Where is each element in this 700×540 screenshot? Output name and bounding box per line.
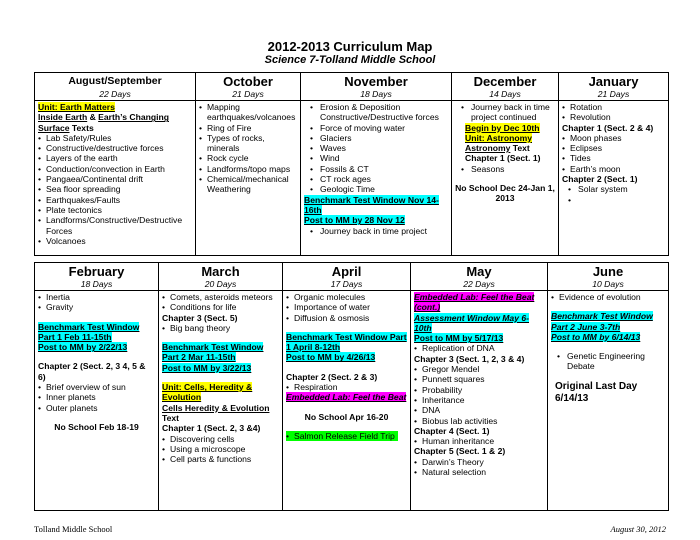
cell-november xyxy=(301,101,452,256)
list-item: • CT rock ages xyxy=(304,174,448,184)
list-item: • Eclipses xyxy=(562,143,665,153)
cell-december xyxy=(452,101,559,256)
post-deadline: Post to MM by 2/22/13 xyxy=(38,342,128,353)
month-header-november: November 18 Days xyxy=(301,73,452,101)
chapter-label: Chapter 2 (Sect. 2 & 3) xyxy=(286,371,378,382)
list-item: • Erosion & Deposition Constructive/Destructive forces xyxy=(304,102,448,123)
benchmark-window: Benchmark Test Window Nov 14-16th xyxy=(304,194,439,215)
topic-list xyxy=(562,102,665,123)
list-item: • Ring of Fire xyxy=(199,123,297,133)
topic-list xyxy=(455,164,555,174)
topic-list xyxy=(286,431,407,441)
list-item: • Rotation xyxy=(562,102,665,112)
list-item: • Inner planets xyxy=(38,392,155,402)
no-school-note: No School Feb 18-19 xyxy=(54,421,139,432)
list-item: • Geologic Time xyxy=(304,184,448,194)
unit-label: Unit: Earth Matters xyxy=(38,102,115,112)
topic-list xyxy=(162,323,279,333)
topic-list xyxy=(38,382,155,413)
topic-list xyxy=(286,292,407,323)
no-school-note: No School Dec 24-Jan 1, 2013 xyxy=(455,183,555,204)
list-item: • Probability xyxy=(414,385,544,395)
topic-list xyxy=(286,382,407,392)
topic-list xyxy=(414,364,544,426)
list-item: • Rock cycle xyxy=(199,153,297,163)
list-item: • Diffusion & osmosis xyxy=(286,313,407,323)
unit-label: Unit: Cells, Heredity & Evolution xyxy=(162,382,253,403)
list-item: • Outer planets xyxy=(38,403,155,413)
assessment-window: Assessment Window May 6-10th xyxy=(414,312,530,333)
list-item: • Types of rocks, minerals xyxy=(199,133,297,154)
month-header-march: March 20 Days xyxy=(159,263,283,291)
topic-list xyxy=(414,436,544,446)
list-item: • Human inheritance xyxy=(414,436,544,446)
topic-list xyxy=(562,133,665,174)
page-title: 2012-2013 Curriculum Map xyxy=(267,39,433,54)
list-item: • Earthquakes/Faults xyxy=(38,195,192,205)
texts-label: Inside Earth & Earth’s Changing Surface Texts xyxy=(38,112,169,133)
benchmark-window: Benchmark Test Window Part 1 April 8-12th xyxy=(286,331,407,353)
month-header-aug-sep: August/September 22 Days xyxy=(35,73,196,101)
list-item: • Genetic Engineering Debate xyxy=(551,351,665,372)
topic-list xyxy=(304,102,448,195)
chapter-label: Chapter 5 (Sect. 1 & 2) xyxy=(414,446,506,457)
chapter-label: Chapter 1 (Sect. 1) xyxy=(465,153,541,164)
list-item: • Tides xyxy=(562,153,665,163)
cell-october xyxy=(196,101,301,256)
texts-label: Cells Heredity & Evolution Text xyxy=(162,402,270,423)
embedded-lab: Embedded Lab: Feel the Beat (cont.) xyxy=(414,292,535,313)
list-item: • Fossils & CT xyxy=(304,164,448,174)
chapter-label: Chapter 4 (Sect. 1) xyxy=(414,425,490,436)
month-header-june: June 10 Days xyxy=(548,263,669,291)
topic-list xyxy=(414,457,544,478)
list-item: • Sea floor spreading xyxy=(38,184,192,194)
list-item: • Using a microscope xyxy=(162,444,279,454)
cell-february xyxy=(35,291,159,511)
list-item: • Landforms/Constructive/Destructive Forces xyxy=(38,215,192,236)
list-item: • Cell parts & functions xyxy=(162,454,279,464)
list-item: • Importance of water xyxy=(286,302,407,312)
list-item: • Revolution xyxy=(562,112,665,122)
list-item: • Volcanoes xyxy=(38,236,192,246)
topic-list xyxy=(304,226,448,236)
post-deadline: Post to MM by 3/22/13 xyxy=(162,362,252,373)
month-header-may: May 22 Days xyxy=(411,263,548,291)
post-deadline: Post to MM by 4/26/13 xyxy=(286,352,376,363)
chapter-label: Chapter 3 (Sect. 5) xyxy=(162,312,238,323)
page-subtitle: Science 7-Tolland Middle School xyxy=(264,54,436,66)
begin-date: Begin by Dec 10th xyxy=(465,122,540,133)
list-item: • Mapping earthquakes/volcanoes xyxy=(199,102,297,123)
list-item: • Constructive/destructive forces xyxy=(38,143,192,153)
list-item: • Gregor Mendel xyxy=(414,364,544,374)
list-item: • Conduction/convection in Earth xyxy=(38,164,192,174)
topic-list xyxy=(551,351,665,372)
month-header-february: February 18 Days xyxy=(35,263,159,291)
footer-school: Tolland Middle School xyxy=(34,524,113,534)
salmon-release-item: • Salmon Release Field Trip xyxy=(286,431,398,441)
month-header-october: October 21 Days xyxy=(196,73,301,101)
texts-label: Astronomy Text xyxy=(465,143,530,154)
list-item: • Inertia xyxy=(38,292,155,302)
cell-june xyxy=(548,291,669,511)
list-item: • Lab Safety/Rules xyxy=(38,133,192,143)
list-item: • Journey back in time project continued xyxy=(455,102,555,123)
list-item: • Inheritance xyxy=(414,395,544,405)
post-deadline: Post to MM by 28 Nov 12 xyxy=(304,215,405,226)
chapter-label: Chapter 1 (Sect. 2, 3 &4) xyxy=(162,423,261,434)
post-deadline: Post to MM by 6/14/13 xyxy=(551,331,641,342)
month-header-april: April 17 Days xyxy=(283,263,411,291)
chapter-label: Chapter 2 (Sect. 2, 3 4, 5 & 6) xyxy=(38,361,146,382)
list-item: • Darwin’s Theory xyxy=(414,457,544,467)
list-item: • Big bang theory xyxy=(162,323,279,333)
list-item: • Conditions for life xyxy=(162,302,279,312)
list-item: • Seasons xyxy=(455,164,555,174)
topic-list xyxy=(455,102,555,123)
curriculum-table-spring xyxy=(34,262,669,511)
topic-list xyxy=(199,102,297,195)
chapter-label: Chapter 3 (Sect. 1, 2, 3 & 4) xyxy=(414,353,525,364)
cell-april xyxy=(283,291,411,511)
list-item: • Brief overview of sun xyxy=(38,382,155,392)
list-item: • Organic molecules xyxy=(286,292,407,302)
no-school-note: No School Apr 16-20 xyxy=(304,411,389,422)
list-item: • Earth’s moon xyxy=(562,164,665,174)
cell-may xyxy=(411,291,548,511)
benchmark-window: Benchmark Test Window Part 2 Mar 11-15th xyxy=(162,342,264,363)
benchmark-window: Benchmark Test Window Part 1 Feb 11-15th xyxy=(38,321,140,342)
topic-list xyxy=(551,292,665,302)
chapter-label: Chapter 2 (Sect. 1) xyxy=(562,174,638,185)
list-item: • Waves xyxy=(304,143,448,153)
list-item: • Wind xyxy=(304,153,448,163)
topic-list xyxy=(562,184,665,194)
footer-date: August 30, 2012 xyxy=(610,524,666,534)
list-item: • Biobus lab activities xyxy=(414,416,544,426)
list-item: • Plate tectonics xyxy=(38,205,192,215)
cell-january xyxy=(559,101,669,256)
cell-march xyxy=(159,291,283,511)
topic-list xyxy=(38,133,192,246)
last-day-note: Original Last Day 6/14/13 xyxy=(555,380,638,404)
post-deadline: Post to MM by 5/17/13 xyxy=(414,333,504,344)
month-header-december: December 14 Days xyxy=(452,73,559,101)
curriculum-table-fall xyxy=(34,72,669,256)
list-item: • Discovering cells xyxy=(162,434,279,444)
embedded-lab: Embedded Lab: Feel the Beat xyxy=(286,392,407,403)
topic-list xyxy=(414,343,544,353)
list-item: • Respiration xyxy=(286,382,407,392)
month-header-january: January 21 Days xyxy=(559,73,669,101)
list-item: • Replication of DNA xyxy=(414,343,544,353)
list-item: • Layers of the earth xyxy=(38,153,192,163)
topic-list xyxy=(38,292,155,313)
chapter-label: Chapter 1 (Sect. 2 & 4) xyxy=(562,122,654,133)
list-item: • Glaciers xyxy=(304,133,448,143)
list-item: • Landforms/topo maps xyxy=(199,164,297,174)
list-item: • Pangaea/Continental drift xyxy=(38,174,192,184)
list-item: • DNA xyxy=(414,405,544,415)
list-item: • Chemical/mechanical Weathering xyxy=(199,174,297,195)
topic-list xyxy=(162,292,279,313)
list-item: • Natural selection xyxy=(414,467,544,477)
topic-list xyxy=(162,434,279,465)
cell-aug-sep xyxy=(35,101,196,256)
list-item: • Force of moving water xyxy=(304,123,448,133)
list-item: • Evidence of evolution xyxy=(551,292,665,302)
unit-label: Unit: Astronomy xyxy=(465,132,532,143)
list-item: • Solar system xyxy=(562,184,665,194)
benchmark-window: Benchmark Test Window Part 2 June 3-7th xyxy=(551,311,653,332)
list-item: • Moon phases xyxy=(562,133,665,143)
list-item: • Gravity xyxy=(38,302,155,312)
list-item: • Punnett squares xyxy=(414,374,544,384)
list-item: • Comets, asteroids meteors xyxy=(162,292,279,302)
list-item: • Journey back in time project xyxy=(304,226,448,236)
